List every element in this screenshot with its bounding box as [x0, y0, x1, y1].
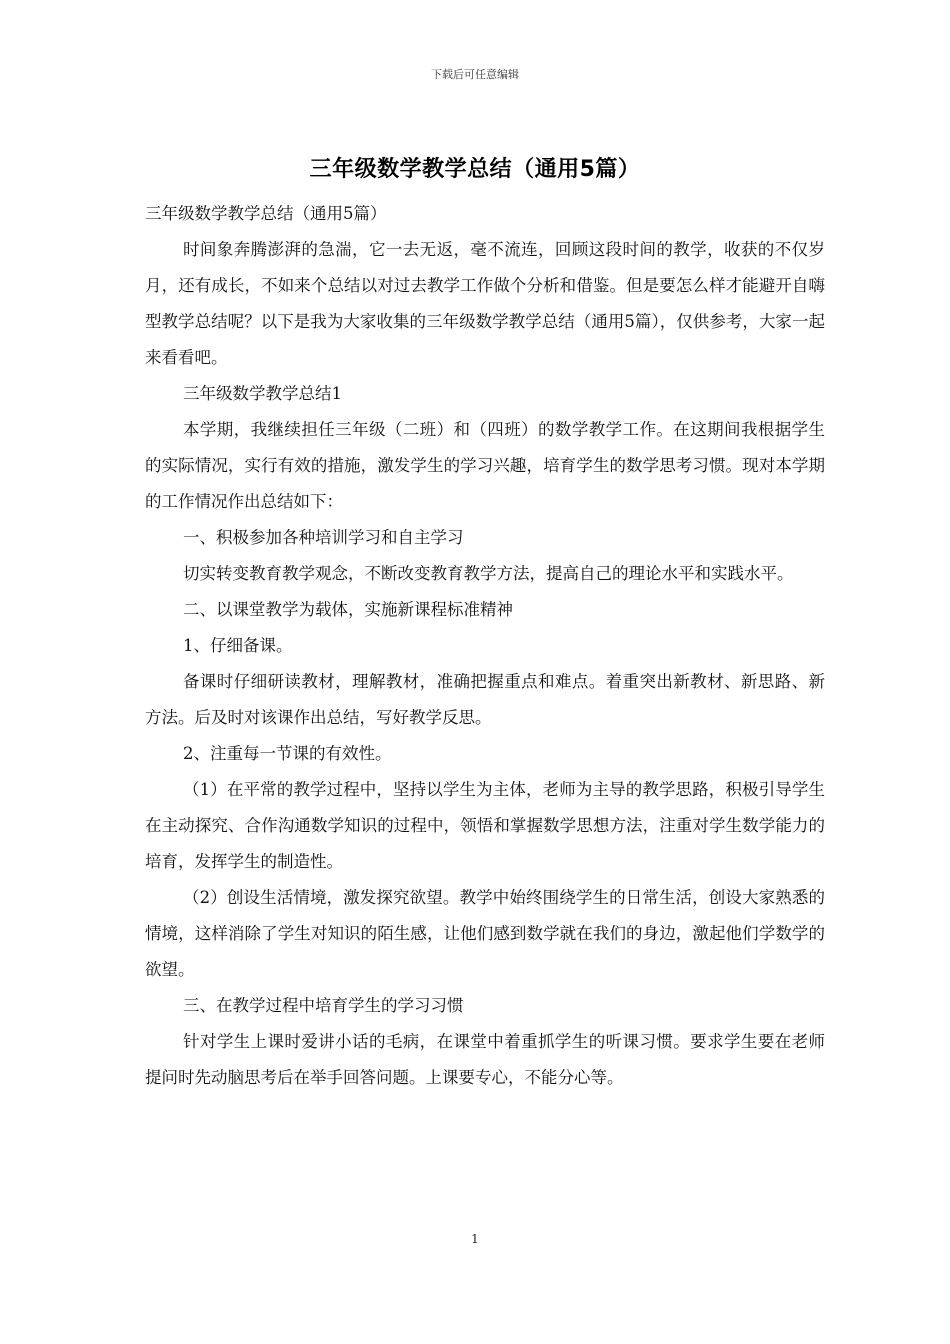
page-number: 1	[471, 1232, 479, 1246]
body-paragraph: （2）创设生活情境，激发探究欲望。教学中始终围绕学生的日常生活，创设大家熟悉的情境，这样消除了学生对知识的陌生感，让他们感到数学就在我们的身边，激起他们学数学的欲望。	[145, 888, 825, 979]
body-paragraph: 本学期，我继续担任三年级（二班）和（四班）的数学教学工作。在这期间我根据学生的实际情况，实行有效的措施，激发学生的学习兴趣，培育学生的数学思考习惯。现对本学期的工作情况作出总结如下：	[145, 420, 825, 511]
body-paragraph: （1）在平常的教学过程中，坚持以学生为主体，老师为主导的教学思路，积极引导学生在主动探究、合作沟通数学知识的过程中，领悟和掌握数学思想方法，注重对学生数学能力的培育，发挥学生的制造性。	[145, 780, 825, 871]
body-paragraph: 备课时仔细研读教材，理解教材，准确把握重点和难点。着重突出新教材、新思路、新方法。后及时对该课作出总结，写好教学反思。	[145, 672, 825, 727]
page-header-note: 下载后可任意编辑	[431, 68, 519, 81]
intro-paragraph: 时间象奔腾澎湃的急湍，它一去无返，毫不流连，回顾这段时间的教学，收获的不仅岁月，还有成长，不如来个总结以对过去教学工作做个分析和借鉴。但是要怎么样才能避开自嗨型教学总结呢？以下是我为大家收集的三年级数学教学总结（通用5篇），仅供参考，大家一起来看看吧。	[145, 240, 825, 367]
section-heading: 三年级数学教学总结1	[183, 384, 342, 403]
section-heading: 三、在教学过程中培育学生的学习习惯	[183, 996, 464, 1015]
subsection-heading: 2、注重每一节课的有效性。	[183, 744, 392, 763]
body-paragraph: 针对学生上课时爱讲小话的毛病，在课堂中着重抓学生的听课习惯。要求学生要在老师提问时先动脑思考后在举手回答问题。上课要专心，不能分心等。	[145, 1032, 825, 1087]
section-heading: 一、积极参加各种培训学习和自主学习	[183, 528, 464, 547]
document-title: 三年级数学教学总结（通用5篇）	[309, 157, 641, 182]
body-paragraph: 切实转变教育教学观念，不断改变教育教学方法，提高自己的理论水平和实践水平。	[183, 564, 794, 583]
section-heading: 二、以课堂教学为载体，实施新课程标准精神	[183, 600, 513, 619]
document-body	[145, 196, 825, 1096]
subsection-heading: 1、仔细备课。	[183, 636, 293, 655]
subtitle-paragraph: 三年级数学教学总结（通用5篇）	[145, 204, 387, 223]
